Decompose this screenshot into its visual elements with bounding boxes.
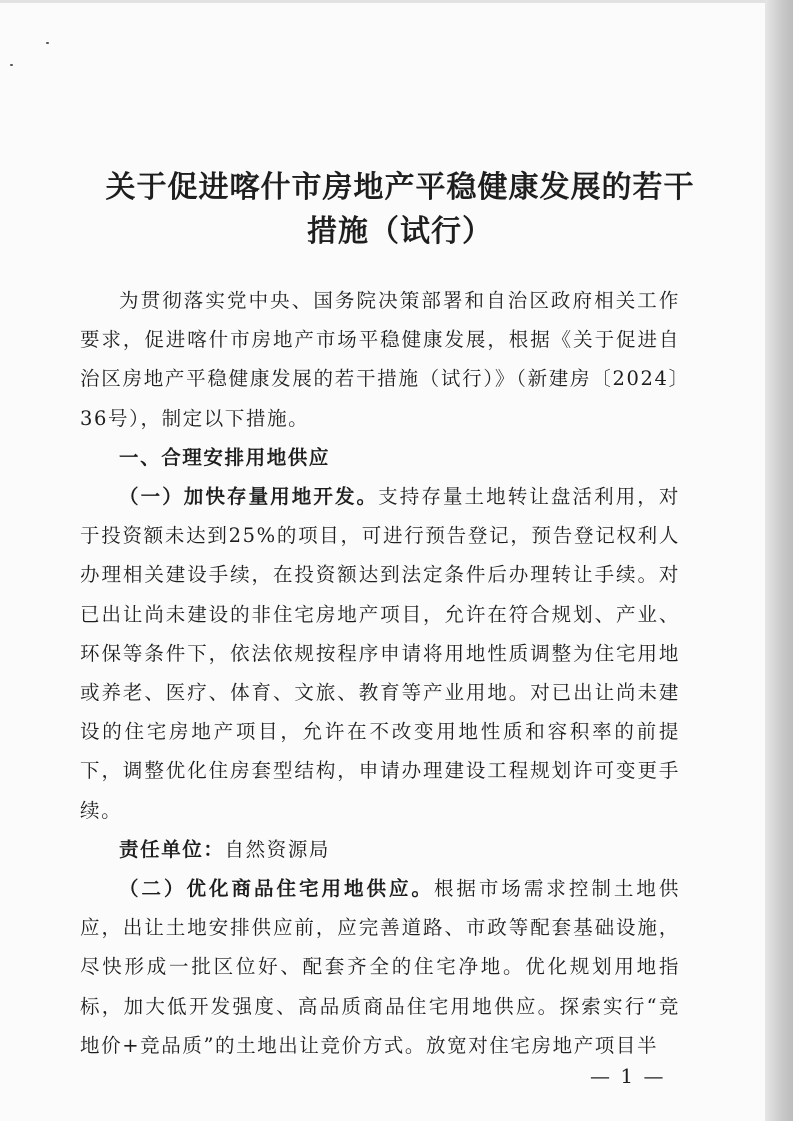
- intro-paragraph: 为贯彻落实党中央、国务院决策部署和自治区政府相关工作要求，促进喀什市房地产市场平稳健康发展，根据《关于促进自治区房地产平稳健康发展的若干措施（试行）》（新建房〔2024〕36号），制定以下措施。: [80, 289, 680, 430]
- scan-top-edge: [0, 0, 793, 3]
- document-body: [80, 281, 680, 1065]
- item-1-heading: （一）加快存量用地开发。: [119, 485, 379, 509]
- item-2-paragraph: [80, 869, 680, 1065]
- scan-right-edge: [765, 0, 793, 1121]
- item-1-paragraph: [80, 477, 680, 830]
- item-2-heading: （二）优化商品住宅用地供应。: [119, 877, 434, 901]
- title-line-2: 措施（试行）: [307, 214, 493, 249]
- scan-speck: [46, 42, 49, 44]
- title-line-1: 关于促进喀什市房地产平稳健康发展的若干: [105, 170, 695, 205]
- document-title: [80, 166, 720, 254]
- page-number: — 1 —: [590, 1064, 666, 1088]
- item-1-body: 支持存量土地转让盘活利用，对于投资额未达到25%的项目，可进行预告登记，预告登记权利人办理相关建设手续，在投资额达到法定条件后办理转让手续。对已出让尚未建设的非住宅房地产项目，允许在符合规划、产业、环保等条件下，依法依规按程序申请将用地性质调整为住宅用地或养老、医疗、体育、文旅、教育等产业用地。对已出让尚未建设的住宅房地产项目，允许在不改变用地性质和容积率的前提下，调整优化住房套型结构，申请办理建设工程规划许可变更手续。: [80, 485, 680, 822]
- scan-speck: [10, 64, 13, 66]
- section-heading: 一、合理安排用地供应: [119, 445, 331, 469]
- item-2-body: 根据市场需求控制土地供应，出让土地安排供应前，应完善道路、市政等配套基础设施，尽快形成一批区位好、配套齐全的住宅净地。优化规划用地指标，加大低开发强度、高品质商品住宅用地供应。探索实行“竞地价+竞品质”的土地出让竞价方式。放宽对住宅房地产项目半: [80, 877, 680, 1057]
- responsibility-value: 自然资源局: [224, 837, 331, 861]
- responsibility-line: [80, 830, 680, 869]
- responsibility-label: 责任单位：: [119, 837, 225, 861]
